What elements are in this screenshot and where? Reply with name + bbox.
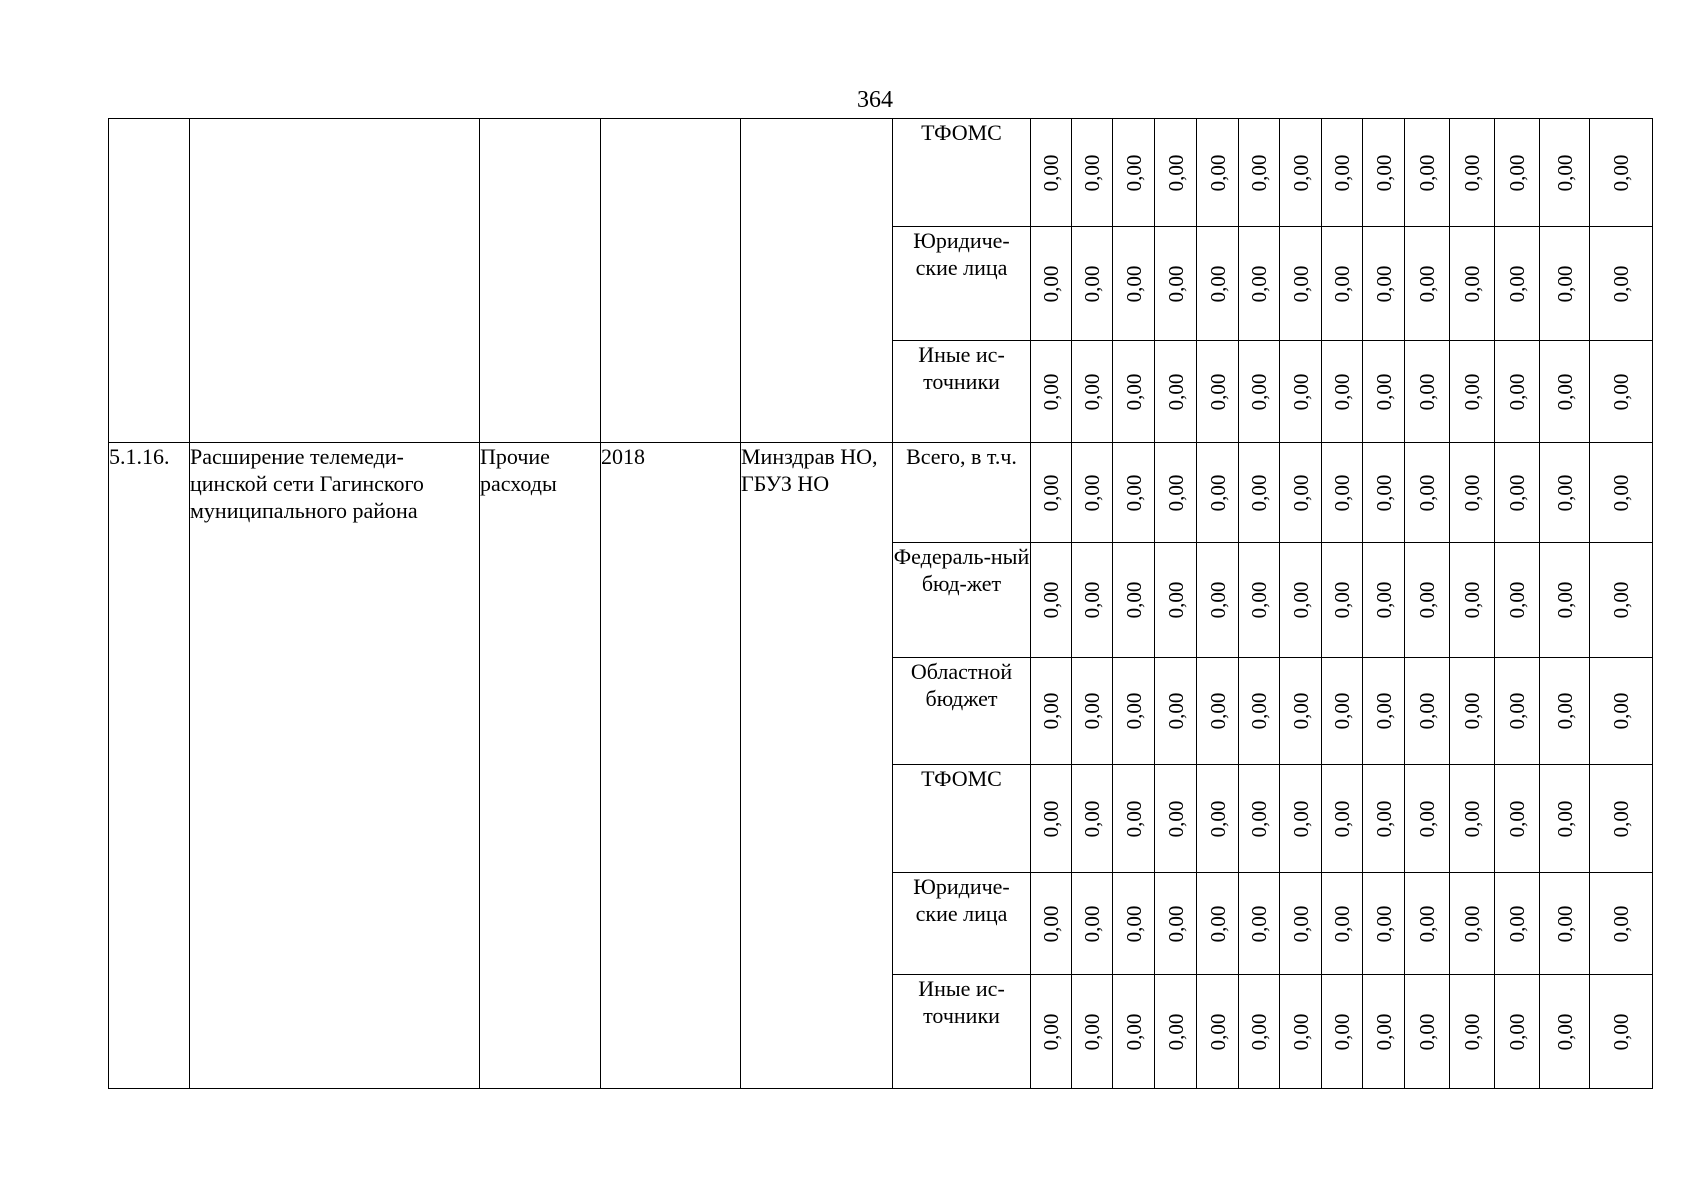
value-text: 0,00 xyxy=(1121,905,1146,942)
value-text: 0,00 xyxy=(1247,373,1271,410)
value-cell xyxy=(1590,765,1653,873)
value-cell xyxy=(1405,543,1450,658)
value-cell xyxy=(1031,119,1072,227)
value-text: 0,00 xyxy=(1415,474,1439,511)
value-cell xyxy=(1450,765,1495,873)
continued-year-cell xyxy=(601,119,741,443)
continued-name-cell xyxy=(190,119,480,443)
value-cell xyxy=(1363,975,1405,1089)
value-text: 0,00 xyxy=(1371,692,1396,730)
value-cell xyxy=(1239,873,1280,975)
funding-source-label: ТФОМС xyxy=(893,765,1031,873)
value-cell xyxy=(1322,873,1363,975)
value-text: 0,00 xyxy=(1330,905,1354,942)
value-text: 0,00 xyxy=(1247,1013,1271,1050)
value-text: 0,00 xyxy=(1552,154,1577,191)
funding-source-label: Юридиче-ские лица xyxy=(893,227,1031,341)
value-text: 0,00 xyxy=(1552,373,1577,410)
value-text: 0,00 xyxy=(1415,154,1439,191)
value-text: 0,00 xyxy=(1505,800,1529,837)
value-cell xyxy=(1113,119,1155,227)
value-text: 0,00 xyxy=(1163,692,1188,730)
value-text: 0,00 xyxy=(1609,905,1633,942)
value-cell xyxy=(1363,227,1405,341)
value-text: 0,00 xyxy=(1205,373,1230,410)
value-cell xyxy=(1239,543,1280,658)
value-cell xyxy=(1363,873,1405,975)
value-cell xyxy=(1197,119,1239,227)
value-cell xyxy=(1072,341,1113,443)
value-cell xyxy=(1590,543,1653,658)
value-text: 0,00 xyxy=(1609,154,1633,191)
value-text: 0,00 xyxy=(1330,373,1354,410)
value-text: 0,00 xyxy=(1371,1013,1396,1050)
value-cell xyxy=(1280,873,1322,975)
value-cell xyxy=(1590,119,1653,227)
value-text: 0,00 xyxy=(1205,800,1230,837)
value-text: 0,00 xyxy=(1552,1013,1577,1050)
value-cell xyxy=(1239,765,1280,873)
value-cell xyxy=(1280,658,1322,765)
value-text: 0,00 xyxy=(1288,800,1313,837)
value-text: 0,00 xyxy=(1371,265,1396,302)
table-row xyxy=(109,119,1653,227)
value-cell xyxy=(1450,543,1495,658)
value-cell xyxy=(1590,341,1653,443)
funding-source-label: Юридиче-ские лица xyxy=(893,873,1031,975)
value-text: 0,00 xyxy=(1039,154,1063,191)
value-cell xyxy=(1155,658,1197,765)
value-text: 0,00 xyxy=(1505,154,1529,191)
value-text: 0,00 xyxy=(1288,154,1313,191)
value-cell xyxy=(1495,443,1540,543)
value-cell xyxy=(1197,443,1239,543)
value-text: 0,00 xyxy=(1460,474,1484,511)
value-text: 0,00 xyxy=(1247,265,1271,302)
item-expense-type: Прочие расходы xyxy=(480,443,601,1089)
value-cell xyxy=(1239,227,1280,341)
value-text: 0,00 xyxy=(1039,692,1063,730)
value-cell xyxy=(1031,765,1072,873)
value-cell xyxy=(1197,765,1239,873)
value-text: 0,00 xyxy=(1505,474,1529,511)
value-cell xyxy=(1280,227,1322,341)
value-text: 0,00 xyxy=(1371,905,1396,942)
value-cell xyxy=(1495,975,1540,1089)
value-text: 0,00 xyxy=(1609,474,1633,511)
item-number: 5.1.16. xyxy=(109,443,190,1089)
value-text: 0,00 xyxy=(1163,154,1188,191)
value-text: 0,00 xyxy=(1609,581,1633,619)
value-cell xyxy=(1495,543,1540,658)
value-cell xyxy=(1322,119,1363,227)
value-cell xyxy=(1540,975,1590,1089)
value-cell xyxy=(1197,658,1239,765)
value-cell xyxy=(1405,765,1450,873)
value-text: 0,00 xyxy=(1505,905,1529,942)
value-text: 0,00 xyxy=(1460,154,1484,191)
value-text: 0,00 xyxy=(1415,373,1439,410)
value-text: 0,00 xyxy=(1163,905,1188,942)
value-text: 0,00 xyxy=(1460,373,1484,410)
value-cell xyxy=(1031,873,1072,975)
value-cell xyxy=(1590,443,1653,543)
value-cell xyxy=(1540,227,1590,341)
value-cell xyxy=(1280,341,1322,443)
value-cell xyxy=(1113,765,1155,873)
value-text: 0,00 xyxy=(1247,800,1271,837)
value-text: 0,00 xyxy=(1371,373,1396,410)
value-cell xyxy=(1197,543,1239,658)
value-text: 0,00 xyxy=(1080,800,1104,837)
value-text: 0,00 xyxy=(1039,1013,1063,1050)
value-cell xyxy=(1590,227,1653,341)
value-cell xyxy=(1280,543,1322,658)
value-cell xyxy=(1590,975,1653,1089)
value-cell xyxy=(1590,658,1653,765)
value-text: 0,00 xyxy=(1505,1013,1529,1050)
funding-source-label: Федераль-ный бюд-жет xyxy=(893,543,1031,658)
value-cell xyxy=(1540,543,1590,658)
value-text: 0,00 xyxy=(1080,692,1104,730)
value-text: 0,00 xyxy=(1121,154,1146,191)
value-text: 0,00 xyxy=(1505,581,1529,619)
value-cell xyxy=(1239,443,1280,543)
value-text: 0,00 xyxy=(1121,373,1146,410)
value-cell xyxy=(1072,658,1113,765)
value-text: 0,00 xyxy=(1415,692,1439,730)
value-text: 0,00 xyxy=(1205,581,1230,619)
value-cell xyxy=(1072,227,1113,341)
value-text: 0,00 xyxy=(1371,800,1396,837)
value-text: 0,00 xyxy=(1205,692,1230,730)
value-cell xyxy=(1450,341,1495,443)
value-text: 0,00 xyxy=(1415,800,1439,837)
value-text: 0,00 xyxy=(1288,692,1313,730)
value-cell xyxy=(1540,873,1590,975)
value-text: 0,00 xyxy=(1039,800,1063,837)
value-cell xyxy=(1540,765,1590,873)
value-cell xyxy=(1405,658,1450,765)
value-cell xyxy=(1540,341,1590,443)
item-name: Расширение телемеди-цинской сети Гагинского муниципального района xyxy=(190,443,480,1089)
value-cell xyxy=(1155,765,1197,873)
value-text: 0,00 xyxy=(1039,905,1063,942)
value-text: 0,00 xyxy=(1080,154,1104,191)
value-text: 0,00 xyxy=(1415,581,1439,619)
value-text: 0,00 xyxy=(1330,581,1354,619)
funding-source-label: Областной бюджет xyxy=(893,658,1031,765)
value-text: 0,00 xyxy=(1505,373,1529,410)
value-text: 0,00 xyxy=(1163,265,1188,302)
value-cell xyxy=(1363,119,1405,227)
continued-expense-type-cell xyxy=(480,119,601,443)
value-text: 0,00 xyxy=(1330,692,1354,730)
value-text: 0,00 xyxy=(1609,800,1633,837)
value-text: 0,00 xyxy=(1288,1013,1313,1050)
value-text: 0,00 xyxy=(1247,474,1271,511)
value-text: 0,00 xyxy=(1460,581,1484,619)
value-cell xyxy=(1450,658,1495,765)
value-text: 0,00 xyxy=(1163,581,1188,619)
value-text: 0,00 xyxy=(1247,905,1271,942)
value-cell xyxy=(1322,341,1363,443)
value-text: 0,00 xyxy=(1288,905,1313,942)
value-text: 0,00 xyxy=(1330,800,1354,837)
value-text: 0,00 xyxy=(1415,905,1439,942)
value-cell xyxy=(1405,975,1450,1089)
value-text: 0,00 xyxy=(1205,474,1230,511)
value-text: 0,00 xyxy=(1247,692,1271,730)
value-cell xyxy=(1363,443,1405,543)
value-cell xyxy=(1405,873,1450,975)
value-cell xyxy=(1363,765,1405,873)
value-cell xyxy=(1363,658,1405,765)
value-cell xyxy=(1363,543,1405,658)
value-cell xyxy=(1450,873,1495,975)
value-text: 0,00 xyxy=(1460,1013,1484,1050)
value-cell xyxy=(1239,975,1280,1089)
value-cell xyxy=(1280,443,1322,543)
value-text: 0,00 xyxy=(1288,373,1313,410)
value-text: 0,00 xyxy=(1552,581,1577,619)
value-cell xyxy=(1450,227,1495,341)
value-text: 0,00 xyxy=(1163,1013,1188,1050)
value-cell xyxy=(1155,543,1197,658)
value-text: 0,00 xyxy=(1121,1013,1146,1050)
value-text: 0,00 xyxy=(1205,1013,1230,1050)
table-body xyxy=(109,119,1653,1089)
value-text: 0,00 xyxy=(1460,905,1484,942)
value-cell xyxy=(1450,119,1495,227)
continued-executor-cell xyxy=(741,119,893,443)
table-row xyxy=(109,443,1653,543)
value-cell xyxy=(1113,227,1155,341)
value-cell xyxy=(1590,873,1653,975)
value-cell xyxy=(1405,443,1450,543)
value-text: 0,00 xyxy=(1247,581,1271,619)
item-year: 2018 xyxy=(601,443,741,1089)
value-text: 0,00 xyxy=(1121,265,1146,302)
value-cell xyxy=(1072,873,1113,975)
value-text: 0,00 xyxy=(1163,474,1188,511)
value-text: 0,00 xyxy=(1330,474,1354,511)
value-cell xyxy=(1031,443,1072,543)
value-text: 0,00 xyxy=(1609,265,1633,302)
value-text: 0,00 xyxy=(1505,265,1529,302)
value-text: 0,00 xyxy=(1288,474,1313,511)
value-cell xyxy=(1540,119,1590,227)
page-number: 364 xyxy=(857,87,893,113)
value-text: 0,00 xyxy=(1371,581,1396,619)
value-text: 0,00 xyxy=(1247,154,1271,191)
value-text: 0,00 xyxy=(1609,692,1633,730)
value-cell xyxy=(1072,975,1113,1089)
value-cell xyxy=(1280,975,1322,1089)
value-text: 0,00 xyxy=(1415,265,1439,302)
value-text: 0,00 xyxy=(1288,581,1313,619)
value-text: 0,00 xyxy=(1330,265,1354,302)
value-text: 0,00 xyxy=(1330,1013,1354,1050)
value-cell xyxy=(1031,227,1072,341)
value-text: 0,00 xyxy=(1460,692,1484,730)
value-cell xyxy=(1450,975,1495,1089)
budget-table xyxy=(108,118,1653,1089)
value-cell xyxy=(1072,765,1113,873)
value-text: 0,00 xyxy=(1039,474,1063,511)
value-cell xyxy=(1197,873,1239,975)
value-text: 0,00 xyxy=(1205,154,1230,191)
value-text: 0,00 xyxy=(1121,800,1146,837)
value-text: 0,00 xyxy=(1080,265,1104,302)
value-text: 0,00 xyxy=(1080,1013,1104,1050)
value-cell xyxy=(1072,543,1113,658)
value-cell xyxy=(1113,975,1155,1089)
value-cell xyxy=(1197,975,1239,1089)
value-text: 0,00 xyxy=(1460,800,1484,837)
value-text: 0,00 xyxy=(1039,373,1063,410)
value-cell xyxy=(1031,543,1072,658)
value-text: 0,00 xyxy=(1080,474,1104,511)
value-text: 0,00 xyxy=(1552,474,1577,511)
value-cell xyxy=(1405,227,1450,341)
value-cell xyxy=(1113,341,1155,443)
value-cell xyxy=(1280,119,1322,227)
value-cell xyxy=(1322,658,1363,765)
value-cell xyxy=(1155,975,1197,1089)
value-cell xyxy=(1155,119,1197,227)
value-text: 0,00 xyxy=(1039,581,1063,619)
value-cell xyxy=(1072,119,1113,227)
funding-source-label: Иные ис-точники xyxy=(893,975,1031,1089)
value-text: 0,00 xyxy=(1163,373,1188,410)
value-cell xyxy=(1280,765,1322,873)
item-executor: Минздрав НО, ГБУЗ НО xyxy=(741,443,893,1089)
value-cell xyxy=(1450,443,1495,543)
value-text: 0,00 xyxy=(1163,800,1188,837)
value-text: 0,00 xyxy=(1121,474,1146,511)
value-cell xyxy=(1031,341,1072,443)
value-text: 0,00 xyxy=(1552,265,1577,302)
value-text: 0,00 xyxy=(1371,474,1396,511)
value-cell xyxy=(1322,765,1363,873)
value-cell xyxy=(1239,119,1280,227)
value-cell xyxy=(1495,873,1540,975)
value-text: 0,00 xyxy=(1460,265,1484,302)
value-cell xyxy=(1072,443,1113,543)
value-cell xyxy=(1031,658,1072,765)
funding-source-label: ТФОМС xyxy=(893,119,1031,227)
value-cell xyxy=(1363,341,1405,443)
value-cell xyxy=(1197,227,1239,341)
value-text: 0,00 xyxy=(1552,800,1577,837)
value-cell xyxy=(1495,341,1540,443)
value-text: 0,00 xyxy=(1609,1013,1633,1050)
value-cell xyxy=(1540,658,1590,765)
value-text: 0,00 xyxy=(1552,692,1577,730)
value-cell xyxy=(1155,341,1197,443)
value-cell xyxy=(1155,227,1197,341)
value-text: 0,00 xyxy=(1505,692,1529,730)
value-text: 0,00 xyxy=(1205,905,1230,942)
value-cell xyxy=(1495,765,1540,873)
value-text: 0,00 xyxy=(1205,265,1230,302)
value-text: 0,00 xyxy=(1288,265,1313,302)
value-text: 0,00 xyxy=(1080,373,1104,410)
value-text: 0,00 xyxy=(1330,154,1354,191)
value-text: 0,00 xyxy=(1552,905,1577,942)
value-cell xyxy=(1405,119,1450,227)
value-cell xyxy=(1322,443,1363,543)
value-cell xyxy=(1495,119,1540,227)
value-cell xyxy=(1113,443,1155,543)
value-text: 0,00 xyxy=(1121,581,1146,619)
value-cell xyxy=(1197,341,1239,443)
value-cell xyxy=(1113,543,1155,658)
continued-number-cell xyxy=(109,119,190,443)
value-cell xyxy=(1155,873,1197,975)
value-cell xyxy=(1322,227,1363,341)
funding-source-label: Всего, в т.ч. xyxy=(893,443,1031,543)
value-text: 0,00 xyxy=(1371,154,1396,191)
value-cell xyxy=(1031,975,1072,1089)
value-cell xyxy=(1322,975,1363,1089)
value-text: 0,00 xyxy=(1415,1013,1439,1050)
value-text: 0,00 xyxy=(1039,265,1063,302)
value-text: 0,00 xyxy=(1609,373,1633,410)
value-text: 0,00 xyxy=(1080,581,1104,619)
value-cell xyxy=(1322,543,1363,658)
value-text: 0,00 xyxy=(1080,905,1104,942)
value-cell xyxy=(1113,658,1155,765)
value-cell xyxy=(1495,227,1540,341)
value-cell xyxy=(1540,443,1590,543)
value-cell xyxy=(1113,873,1155,975)
value-cell xyxy=(1155,443,1197,543)
value-cell xyxy=(1239,658,1280,765)
value-cell xyxy=(1239,341,1280,443)
funding-source-label: Иные ис-точники xyxy=(893,341,1031,443)
value-text: 0,00 xyxy=(1121,692,1146,730)
value-cell xyxy=(1495,658,1540,765)
value-cell xyxy=(1405,341,1450,443)
